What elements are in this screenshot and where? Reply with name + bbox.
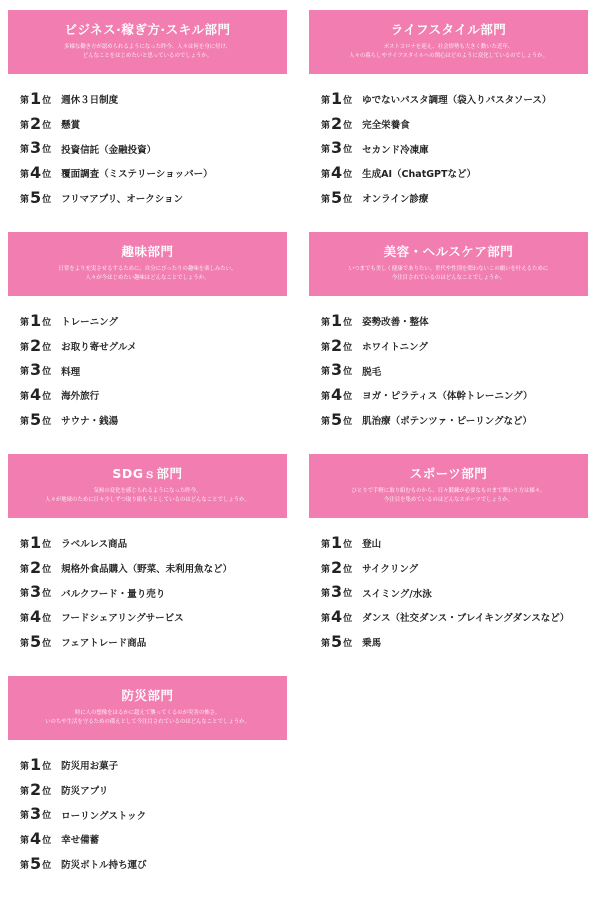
- category-description: 日常をより充実させるするために、自分にぴったりの趣味を楽しみたい。 人々が今はじめたい趣味はどんなことでしょうか。: [58, 266, 237, 281]
- rank-number: 2: [331, 113, 343, 133]
- category-section: [309, 232, 588, 454]
- rank-number: 1: [30, 88, 42, 108]
- rank-label: 防災ボトル持ち運び: [61, 860, 147, 872]
- category-header: [309, 10, 588, 74]
- ranking-list: [8, 531, 287, 654]
- rank-prefix: 第: [321, 416, 331, 427]
- rank-number: 3: [331, 138, 343, 158]
- category-title: ビジネス·稼ぎ方·スキル部門: [64, 22, 231, 37]
- rank-prefix: 第: [321, 613, 331, 624]
- ranking-item: [309, 408, 588, 433]
- ranking-item: [309, 383, 588, 408]
- rank-prefix: 第: [20, 120, 30, 131]
- ranking-grid: [8, 10, 590, 898]
- rank-suffix: 位: [343, 416, 353, 427]
- rank-number: 4: [331, 384, 343, 404]
- rank-prefix: 第: [321, 95, 331, 106]
- rank-number: 2: [30, 557, 42, 577]
- rank-label: 脱毛: [362, 366, 382, 378]
- rank-number: 5: [30, 409, 42, 429]
- rank-prefix: 第: [20, 860, 30, 871]
- ranking-item: [8, 605, 287, 630]
- rank-suffix: 位: [343, 317, 353, 328]
- ranking-item: [309, 630, 588, 655]
- rank-label: 規格外食品購入（野菜、未利用魚など）: [61, 564, 233, 576]
- rank-label: 乗馬: [362, 638, 382, 650]
- ranking-item: [309, 112, 588, 137]
- rank-number: 5: [30, 187, 42, 207]
- rank-prefix: 第: [20, 835, 30, 846]
- rank-label: 投資信託（金融投資）: [61, 144, 157, 156]
- ranking-item: [8, 580, 287, 605]
- rank-label: 幸せ備蓄: [61, 835, 100, 847]
- rank-suffix: 位: [42, 317, 52, 328]
- rank-prefix: 第: [321, 539, 331, 550]
- rank-label: 生成AI（ChatGPTなど）: [362, 169, 476, 181]
- ranking-item: [309, 87, 588, 112]
- category-title: 防災部門: [121, 688, 174, 703]
- ranking-item: [309, 161, 588, 186]
- ranking-list: [8, 753, 287, 876]
- ranking-item: [309, 334, 588, 359]
- rank-number: 1: [331, 88, 343, 108]
- rank-label: サイクリング: [362, 564, 419, 576]
- rank-number: 2: [331, 335, 343, 355]
- rank-number: 1: [331, 532, 343, 552]
- rank-prefix: 第: [20, 589, 30, 600]
- ranking-list: [309, 87, 588, 210]
- ranking-item: [8, 358, 287, 383]
- rank-number: 1: [30, 310, 42, 330]
- rank-number: 5: [331, 409, 343, 429]
- rank-label: フードシェアリングサービス: [61, 613, 184, 625]
- rank-label: ローリングストック: [61, 810, 147, 822]
- rank-suffix: 位: [42, 342, 52, 353]
- rank-number: 4: [30, 828, 42, 848]
- ranking-item: [8, 383, 287, 408]
- rank-label: 海外旅行: [61, 391, 100, 403]
- ranking-item: [8, 161, 287, 186]
- rank-label: 懸賞: [61, 120, 81, 132]
- ranking-item: [8, 827, 287, 852]
- ranking-list: [8, 87, 287, 210]
- rank-suffix: 位: [343, 95, 353, 106]
- category-title: 趣味部門: [121, 244, 174, 259]
- rank-number: 1: [331, 310, 343, 330]
- ranking-item: [8, 753, 287, 778]
- rank-label: トレーニング: [61, 317, 118, 329]
- rank-number: 3: [30, 582, 42, 602]
- rank-number: 3: [331, 582, 343, 602]
- ranking-item: [309, 309, 588, 334]
- rank-suffix: 位: [343, 638, 353, 649]
- category-description: 多様な働き方が認められるようになった昨今、人々は何を身に付け、 どんなことをはじめたいと思っているのでしょうか。: [64, 44, 231, 59]
- ranking-item: [8, 802, 287, 827]
- ranking-item: [8, 136, 287, 161]
- rank-suffix: 位: [42, 145, 52, 156]
- rank-label: 料理: [61, 366, 81, 378]
- rank-suffix: 位: [42, 169, 52, 180]
- rank-number: 3: [30, 360, 42, 380]
- rank-suffix: 位: [42, 194, 52, 205]
- category-header: [8, 10, 287, 74]
- ranking-list: [8, 309, 287, 432]
- category-header: [8, 454, 287, 518]
- rank-suffix: 位: [42, 95, 52, 106]
- rank-label: 防災用お菓子: [61, 761, 119, 773]
- rank-label: 週休３日制度: [61, 95, 119, 107]
- ranking-item: [8, 87, 287, 112]
- category-section: [309, 454, 588, 676]
- rank-suffix: 位: [343, 145, 353, 156]
- rank-number: 2: [30, 779, 42, 799]
- category-description: 時に人の想像をはるかに超えて襲ってくるのが災害の怖さ。 いのちや生活を守るための備えとして今注目されているのはどんなことでしょうか。: [45, 710, 250, 725]
- rank-label: お取り寄せグルメ: [61, 342, 137, 354]
- rank-number: 4: [331, 606, 343, 626]
- category-title: SDGｓ部門: [112, 466, 183, 481]
- rank-prefix: 第: [321, 367, 331, 378]
- rank-prefix: 第: [321, 194, 331, 205]
- rank-prefix: 第: [321, 169, 331, 180]
- rank-suffix: 位: [42, 564, 52, 575]
- rank-prefix: 第: [20, 638, 30, 649]
- category-title: スポーツ部門: [409, 466, 488, 481]
- rank-prefix: 第: [20, 811, 30, 822]
- rank-suffix: 位: [42, 811, 52, 822]
- ranking-item: [8, 408, 287, 433]
- ranking-item: [8, 852, 287, 877]
- rank-label: スイミング/水泳: [362, 588, 432, 600]
- rank-prefix: 第: [20, 342, 30, 353]
- ranking-item: [8, 531, 287, 556]
- ranking-item: [309, 531, 588, 556]
- rank-prefix: 第: [321, 589, 331, 600]
- category-header: [309, 454, 588, 518]
- rank-suffix: 位: [343, 539, 353, 550]
- rank-label: サウナ・銭湯: [61, 416, 119, 428]
- ranking-item: [309, 556, 588, 581]
- rank-prefix: 第: [20, 564, 30, 575]
- rank-suffix: 位: [343, 613, 353, 624]
- rank-label: オンライン診療: [362, 194, 429, 206]
- category-title: 美容・ヘルスケア部門: [383, 244, 514, 259]
- rank-suffix: 位: [42, 120, 52, 131]
- category-section: [8, 10, 287, 232]
- rank-suffix: 位: [343, 169, 353, 180]
- category-section: [8, 232, 287, 454]
- rank-prefix: 第: [20, 539, 30, 550]
- rank-prefix: 第: [20, 786, 30, 797]
- rank-prefix: 第: [321, 145, 331, 156]
- rank-label: セカンド冷凍庫: [362, 144, 429, 156]
- rank-prefix: 第: [321, 317, 331, 328]
- ranking-list: [309, 309, 588, 432]
- rank-number: 4: [30, 162, 42, 182]
- rank-number: 5: [331, 187, 343, 207]
- rank-prefix: 第: [321, 342, 331, 353]
- rank-label: 姿勢改善・整体: [362, 317, 429, 329]
- rank-label: ヨガ・ピラティス（体幹トレーニング）: [362, 391, 533, 403]
- rank-suffix: 位: [42, 367, 52, 378]
- category-title: ライフスタイル部門: [390, 22, 507, 37]
- ranking-item: [8, 778, 287, 803]
- ranking-list: [309, 531, 588, 654]
- ranking-item: [309, 605, 588, 630]
- rank-number: 3: [30, 804, 42, 824]
- ranking-item: [309, 580, 588, 605]
- rank-label: 防災アプリ: [61, 786, 109, 798]
- rank-suffix: 位: [343, 367, 353, 378]
- ranking-item: [8, 112, 287, 137]
- rank-label: ラベルレス商品: [61, 539, 128, 551]
- rank-number: 5: [331, 631, 343, 651]
- category-section: [8, 676, 287, 898]
- rank-label: 肌治療（ポテンツァ・ピーリングなど）: [362, 416, 533, 428]
- rank-number: 4: [30, 606, 42, 626]
- rank-suffix: 位: [343, 342, 353, 353]
- rank-prefix: 第: [20, 169, 30, 180]
- rank-suffix: 位: [42, 860, 52, 871]
- rank-number: 1: [30, 754, 42, 774]
- rank-suffix: 位: [42, 589, 52, 600]
- rank-label: ホワイトニング: [362, 342, 428, 354]
- rank-suffix: 位: [343, 564, 353, 575]
- rank-label: ゆでないパスタ調理（袋入りパスタソース）: [362, 95, 552, 107]
- rank-number: 5: [30, 853, 42, 873]
- rank-suffix: 位: [343, 120, 353, 131]
- category-header: [309, 232, 588, 296]
- rank-label: 完全栄養食: [362, 120, 410, 132]
- rank-label: フリマアプリ、オークション: [61, 194, 184, 206]
- rank-number: 2: [30, 335, 42, 355]
- category-section: [309, 10, 588, 232]
- ranking-item: [8, 334, 287, 359]
- rank-label: 覆面調査（ミステリーショッパー）: [61, 169, 213, 181]
- rank-prefix: 第: [20, 95, 30, 106]
- ranking-item: [309, 186, 588, 211]
- rank-suffix: 位: [343, 194, 353, 205]
- rank-number: 1: [30, 532, 42, 552]
- rank-prefix: 第: [20, 391, 30, 402]
- rank-prefix: 第: [20, 145, 30, 156]
- rank-label: バルクフード・量り売り: [61, 588, 166, 600]
- rank-number: 3: [331, 360, 343, 380]
- rank-suffix: 位: [42, 835, 52, 846]
- rank-label: フェアトレード商品: [61, 638, 147, 650]
- ranking-item: [309, 136, 588, 161]
- rank-number: 2: [30, 113, 42, 133]
- rank-prefix: 第: [20, 367, 30, 378]
- rank-label: ダンス（社交ダンス・ブレイキングダンスなど）: [362, 613, 570, 625]
- rank-prefix: 第: [321, 391, 331, 402]
- rank-number: 2: [331, 557, 343, 577]
- ranking-item: [8, 186, 287, 211]
- rank-prefix: 第: [20, 761, 30, 772]
- rank-number: 4: [331, 162, 343, 182]
- category-header: [8, 676, 287, 740]
- rank-suffix: 位: [42, 786, 52, 797]
- ranking-item: [8, 556, 287, 581]
- rank-label: 登山: [362, 539, 382, 551]
- rank-suffix: 位: [42, 613, 52, 624]
- rank-prefix: 第: [20, 317, 30, 328]
- rank-suffix: 位: [42, 539, 52, 550]
- ranking-item: [309, 358, 588, 383]
- category-description: いつまでも美しく健康でありたい。世代や性別を問わないこの願いを叶えるために 今注目されているのはどんなことでしょうか。: [348, 266, 549, 281]
- rank-number: 3: [30, 138, 42, 158]
- rank-number: 4: [30, 384, 42, 404]
- ranking-item: [8, 309, 287, 334]
- rank-suffix: 位: [42, 416, 52, 427]
- rank-suffix: 位: [42, 761, 52, 772]
- category-header: [8, 232, 287, 296]
- rank-suffix: 位: [343, 391, 353, 402]
- rank-prefix: 第: [20, 613, 30, 624]
- rank-prefix: 第: [321, 120, 331, 131]
- rank-number: 5: [30, 631, 42, 651]
- category-description: ポストコロナを迎え、社会情勢も大きく動いた近年、 人々の暮らしやライフスタイルへの関心はどのように変化しているのでしょうか。: [349, 44, 548, 59]
- ranking-item: [8, 630, 287, 655]
- rank-prefix: 第: [20, 416, 30, 427]
- rank-prefix: 第: [321, 564, 331, 575]
- rank-prefix: 第: [321, 638, 331, 649]
- rank-prefix: 第: [20, 194, 30, 205]
- rank-suffix: 位: [42, 638, 52, 649]
- rank-suffix: 位: [42, 391, 52, 402]
- category-description: 気候の変化を感じられるようになった昨今、 人々が地球のために日々少しずつ取り組もうとしているのはどんなことでしょうか。: [45, 488, 250, 503]
- category-description: ひとりで手軽に取り組むものから、日々鍛錬が必要なものまで関わり方は様々。 今注目を集めているのはどんなスポーツでしょうか。: [351, 488, 546, 503]
- category-section: [8, 454, 287, 676]
- rank-suffix: 位: [343, 589, 353, 600]
